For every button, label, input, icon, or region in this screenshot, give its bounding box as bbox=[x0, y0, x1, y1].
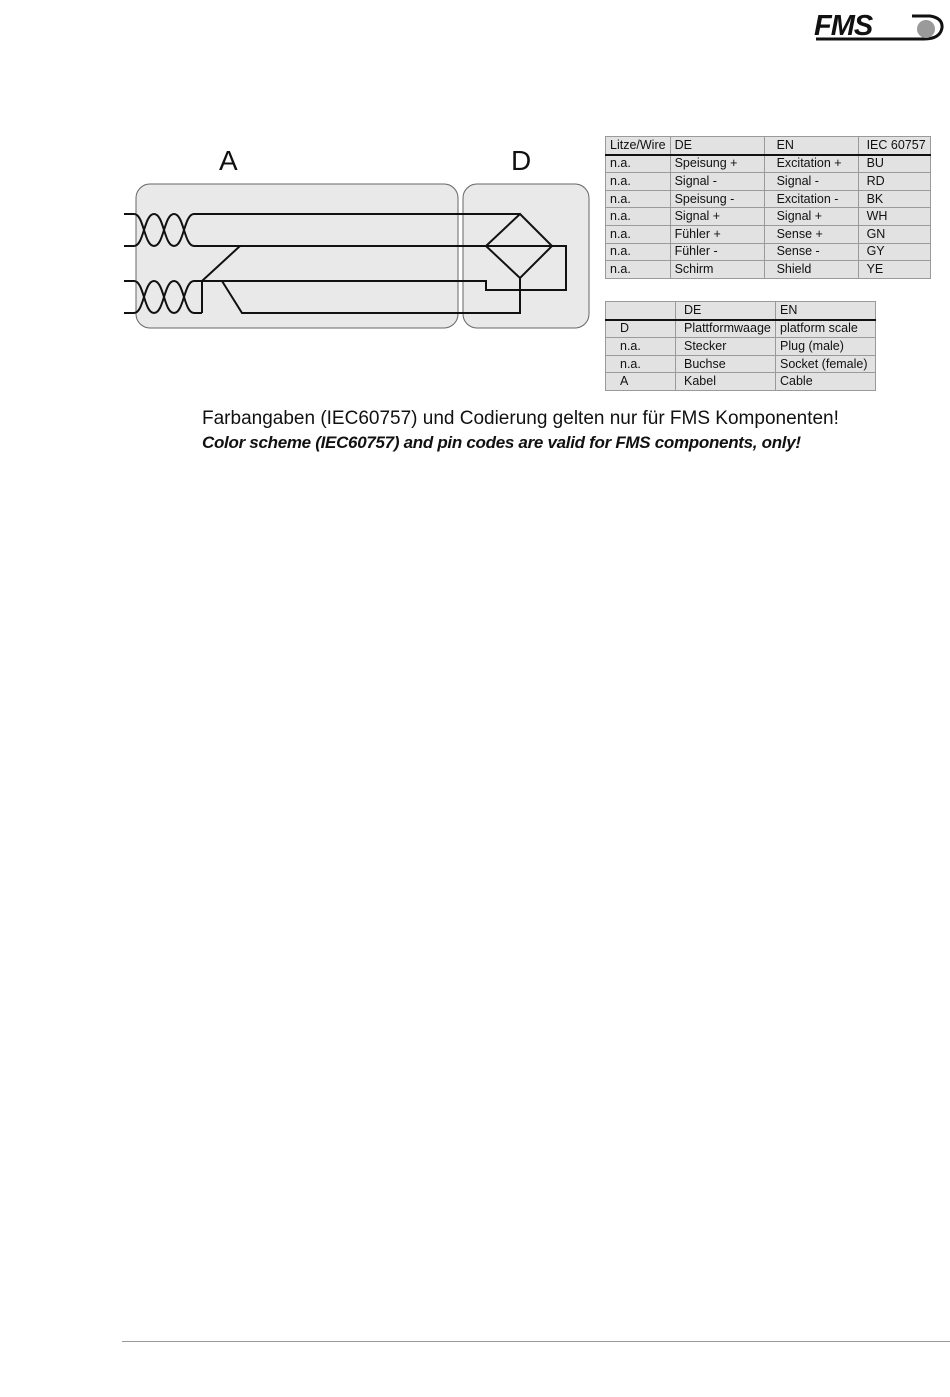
en-cell: Excitation + bbox=[764, 155, 858, 173]
header-wire: Litze/Wire bbox=[606, 137, 671, 155]
table-row bbox=[606, 355, 876, 373]
en-cell: Sense - bbox=[764, 243, 858, 261]
footer-divider bbox=[122, 1341, 950, 1342]
table-row bbox=[606, 155, 931, 173]
color-cell: RD bbox=[858, 173, 930, 191]
cable-box bbox=[136, 184, 458, 328]
fms-logo bbox=[812, 10, 946, 44]
table-row bbox=[606, 190, 931, 208]
table-row bbox=[606, 338, 876, 356]
table-row bbox=[606, 208, 931, 226]
note-german: Farbangaben (IEC60757) und Codierung gelten nur für FMS Komponenten! bbox=[202, 408, 839, 429]
color-cell: GY bbox=[858, 243, 930, 261]
en-cell: Excitation - bbox=[764, 190, 858, 208]
header-de: DE bbox=[676, 302, 776, 320]
code-cell: D bbox=[606, 320, 676, 338]
en-cell: Signal + bbox=[764, 208, 858, 226]
de-cell: Schirm bbox=[670, 261, 764, 279]
scale-box bbox=[463, 184, 589, 328]
color-cell: BK bbox=[858, 190, 930, 208]
en-cell: Socket (female) bbox=[776, 355, 876, 373]
cable-label: A bbox=[219, 145, 238, 176]
table-header-row bbox=[606, 302, 876, 320]
color-cell: YE bbox=[858, 261, 930, 279]
wire-cell: n.a. bbox=[606, 225, 671, 243]
header-code bbox=[606, 302, 676, 320]
de-cell: Speisung + bbox=[670, 155, 764, 173]
wire-color-table bbox=[605, 136, 931, 279]
de-cell: Plattformwaage bbox=[676, 320, 776, 338]
header-en: EN bbox=[764, 137, 858, 155]
en-cell: Signal - bbox=[764, 173, 858, 191]
table-header-row bbox=[606, 137, 931, 155]
table-row bbox=[606, 261, 931, 279]
scale-label: D bbox=[511, 145, 532, 176]
en-cell: Shield bbox=[764, 261, 858, 279]
code-cell: A bbox=[606, 373, 676, 391]
wire-cell: n.a. bbox=[606, 243, 671, 261]
de-cell: Signal + bbox=[670, 208, 764, 226]
legend-table bbox=[605, 301, 876, 391]
de-cell: Buchse bbox=[676, 355, 776, 373]
table-row bbox=[606, 225, 931, 243]
code-cell: n.a. bbox=[606, 338, 676, 356]
de-cell: Signal - bbox=[670, 173, 764, 191]
de-cell: Stecker bbox=[676, 338, 776, 356]
en-cell: Cable bbox=[776, 373, 876, 391]
wire-cell: n.a. bbox=[606, 155, 671, 173]
table-row bbox=[606, 243, 931, 261]
de-cell: Fühler + bbox=[670, 225, 764, 243]
wire-cell: n.a. bbox=[606, 173, 671, 191]
code-cell: n.a. bbox=[606, 355, 676, 373]
color-cell: GN bbox=[858, 225, 930, 243]
note-english: Color scheme (IEC60757) and pin codes are valid for FMS components, only! bbox=[202, 433, 801, 452]
en-cell: Plug (male) bbox=[776, 338, 876, 356]
wire-cell: n.a. bbox=[606, 190, 671, 208]
wire-cell: n.a. bbox=[606, 208, 671, 226]
header-en: EN bbox=[776, 302, 876, 320]
table-row bbox=[606, 320, 876, 338]
color-cell: WH bbox=[858, 208, 930, 226]
table-row bbox=[606, 173, 931, 191]
color-cell: BU bbox=[858, 155, 930, 173]
de-cell: Kabel bbox=[676, 373, 776, 391]
en-cell: Sense + bbox=[764, 225, 858, 243]
de-cell: Fühler - bbox=[670, 243, 764, 261]
logo-text: FMS bbox=[814, 10, 873, 42]
header-de: DE bbox=[670, 137, 764, 155]
de-cell: Speisung - bbox=[670, 190, 764, 208]
header-iec: IEC 60757 bbox=[858, 137, 930, 155]
en-cell: platform scale bbox=[776, 320, 876, 338]
table-row bbox=[606, 373, 876, 391]
wire-cell: n.a. bbox=[606, 261, 671, 279]
wiring-diagram bbox=[122, 140, 597, 340]
